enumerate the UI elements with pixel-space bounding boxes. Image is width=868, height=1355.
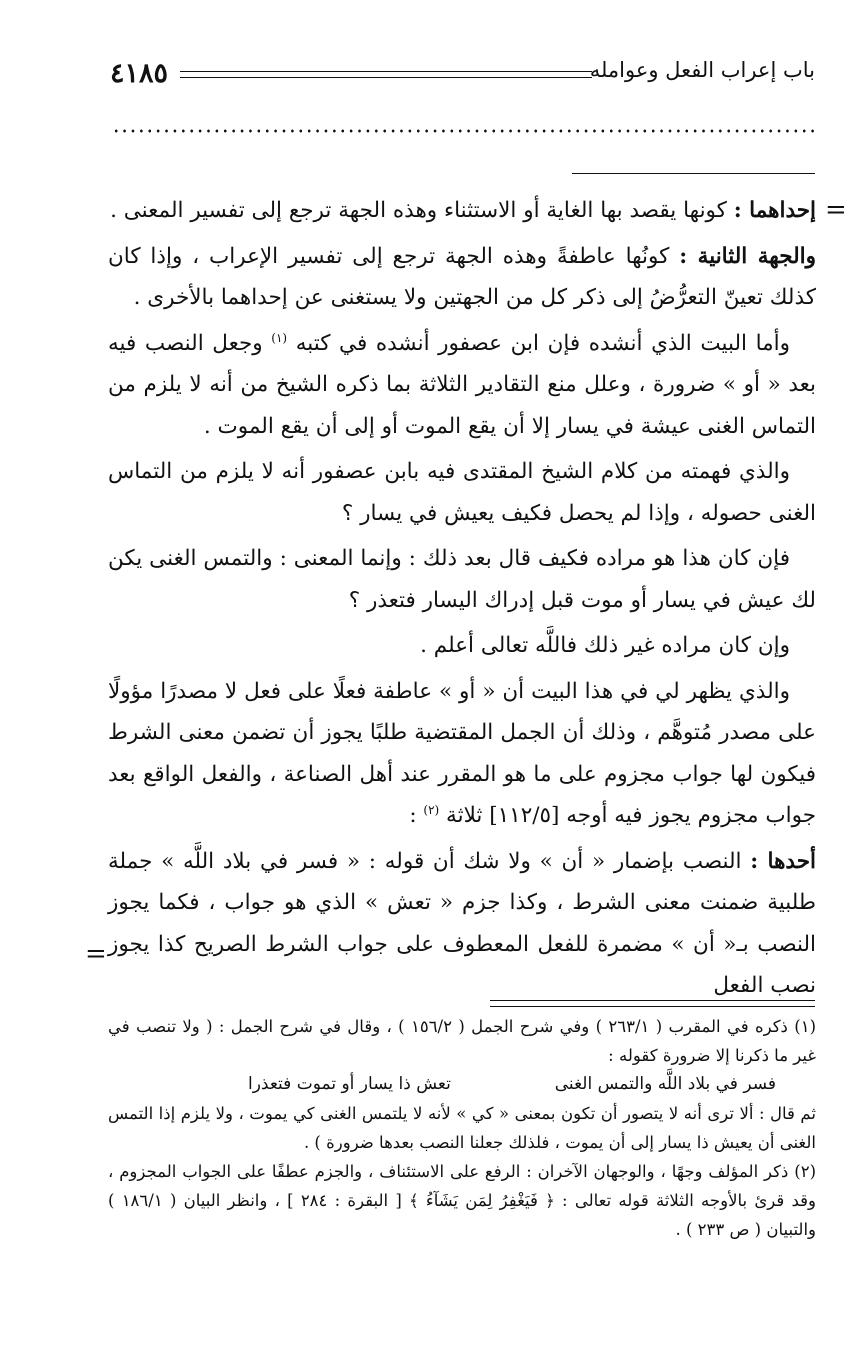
footnote-1-continued: ثم قال : ألا ترى أنه لا يتصور أن تكون بمعنى « كي » لأنه لا يلتمس الغنى كي يموت ، ولا يلزم إذا التمس الغنى أن يعيش ذا يسار إلى أن يموت ، فلذلك جعلنا النصب بعدها ضرورة ) .	[108, 1104, 816, 1152]
verse-first-hemistich: فسر في بلاد اللَّه والتمس الغنى	[554, 1074, 776, 1094]
paragraph	[108, 190, 816, 232]
paragraph	[108, 323, 816, 448]
verse-second-hemistich: تعش ذا يسار أو تموت فتعذرا	[248, 1074, 451, 1094]
paragraph-text: كونها يقصد بها الغاية أو الاستثناء وهذه الجهة ترجع إلى تفسير المعنى .	[110, 198, 734, 223]
paragraph-text: وجعل النصب فيه بعد « أو » ضرورة ، وعلل منع التقادير الثلاثة بما ذكره الشيخ من أنه لا يلزم من التماس الغنى عيشة في يسار إلا أن يقع الموت أو إلى أن يقع الموت .	[108, 330, 816, 439]
continuation-mark-bottom: =	[85, 939, 107, 969]
verse-line	[108, 1070, 816, 1099]
footnote-rule	[490, 1006, 815, 1007]
continuation-mark-top: =	[825, 195, 847, 225]
dotted-separator	[112, 128, 815, 134]
paragraph	[108, 236, 816, 319]
paragraph-lead: إحداهما :	[733, 198, 816, 223]
footnote-1: (١) ذكره في المقرب ( ٢٦٣/١ ) وفي شرح الجمل ( ١٥٦/٢ ) ، وقال في شرح الجمل : ( ولا تنصب في غير ما ذكرنا إلا ضرورة كقوله :	[108, 1017, 816, 1065]
header-rule	[180, 71, 592, 72]
paragraph-lead: أحدها :	[750, 848, 816, 874]
paragraph-text: والذي يظهر لي في هذا البيت أن « أو » عاطفة فعلًا على فعل لا مصدرًا مؤولًا على مصدر مُتوهَّم ، وذلك أن الجمل المقتضية طلبًا يجوز أن تضمن معنى الشرط فيكون لها جواب مجزوم على ما هو المقرر عند أهل الصناعة ، والفعل الواقع بعد جواب مجزوم يجوز فيه أوجه [١١٢/٥] ثلاثة	[108, 678, 816, 828]
main-text	[108, 190, 816, 1011]
paragraph-text: فإن كان هذا هو مراده فكيف قال بعد ذلك : وإنما المعنى : والتمس الغنى يكن لك عيش في يسار أو موت قبل إدراك اليسار فتعذر ؟	[108, 546, 816, 613]
paragraph	[108, 841, 816, 1007]
paragraph	[108, 538, 816, 621]
paragraph-lead: والجهة الثانية :	[679, 243, 816, 269]
footnote-ref: (٢)	[423, 802, 440, 817]
page-number: ٤١٨٥	[110, 58, 169, 89]
paragraph-text: والذي فهمته من كلام الشيخ المقتدى فيه بابن عصفور أنه لا يلزم من التماس الغنى حصوله ، وإذا لم يحصل فكيف يعيش في يسار ؟	[108, 459, 816, 526]
footnotes	[108, 1012, 816, 1244]
paragraph	[108, 625, 816, 667]
footnote-ref: (١)	[271, 330, 288, 345]
paragraph-text: وإن كان مراده غير ذلك فاللَّه تعالى أعلم .	[420, 633, 790, 658]
paragraph	[108, 671, 816, 837]
running-title: باب إعراب الفعل وعوامله	[589, 58, 815, 82]
footnote-2: (٢) ذكر المؤلف وجهًا ، والوجهان الآخران : الرفع على الاستئناف ، والجزم عطفًا على الجواب المجزوم ، وقد قرئ بالأوجه الثلاثة قوله تعالى : ﴿ فَيَغْفِرُ لِمَن يَشَآءُ ﴾ [ البقرة : ٢٨٤ ] ، وانظر البيان ( ١٨٦/١ ) والتبيان ( ص ٢٣٣ ) .	[108, 1162, 816, 1239]
header-rule	[180, 77, 592, 78]
paragraph-text: النصب بإضمار « أن » ولا شك أن قوله : « فسر في بلاد اللَّه » جملة طلبية ضمنت معنى الشرط ، وكذا جزم « تعش » الذي هو جواب ، فكما يجوز النصب بـ« أن » مضمرة للفعل المعطوف على جواب الشرط الصريح كذا يجوز نصب الفعل	[108, 848, 816, 998]
footnote-rule	[490, 1000, 815, 1001]
paragraph-text: وأما البيت الذي أنشده فإن ابن عصفور أنشده في كتبه	[287, 330, 791, 356]
paragraph-text: كونُها عاطفةً وهذه الجهة ترجع إلى تفسير الإعراب ، وإذا كان كذلك تعينّ التعرُّضُ إلى ذكر كل من الجهتين ولا يستغنى عن إحداهما بالأخرى .	[108, 243, 816, 310]
page-header	[110, 58, 815, 92]
continuation-rule	[572, 173, 815, 174]
paragraph-text: :	[409, 803, 424, 828]
paragraph	[108, 451, 816, 534]
